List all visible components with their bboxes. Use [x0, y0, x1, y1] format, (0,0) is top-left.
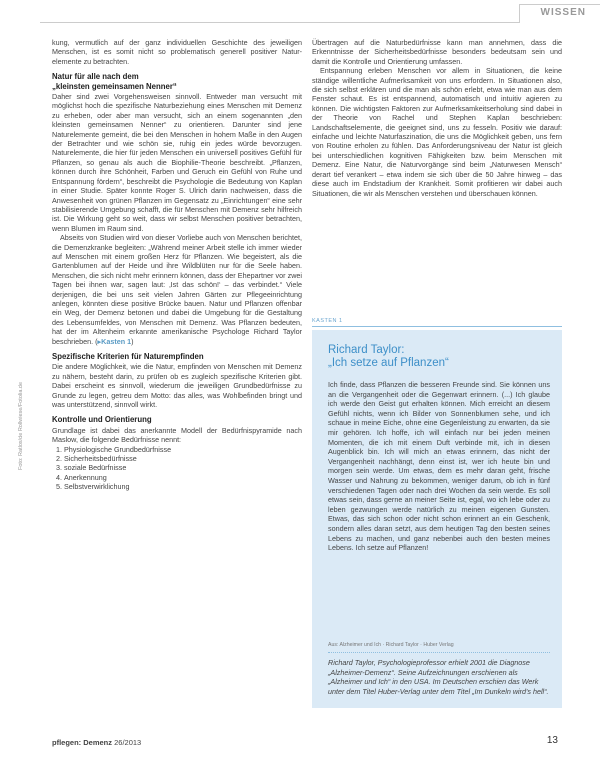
paragraph-2-text: Abseits von Studien wird von dieser Vorliebe auch von Menschen berichtet, die Demenzkranke begleiten: „Während meiner Arbeit stelle ich immer wieder auf Menschen mit einem großen Herz für Pflanzen. Wie begeistert, als die Gartenblumen auf der Heide und ihre Wildblüten nur für die Seele haben. Menschen, die sich nicht mehr erinnern können, dass der Ehepartner vor zwei Tagen bei ihnen war, sagen laut: ‚Ist das schön!‘ – das verbindet.“ Viele derjenigen, die bei uns seit vielen Jahren Gärten zur Pflegeeinrichtung anlegen, könnten diese positive Brücke bauen. Natur und Pflanzen offenbar ein Weg, der Demenz betonen und dabei die Umgebung für die Gestaltung des Lebensumfeldes, von Menschen mit Demenz. Was Pflanzen bedeuten, hat der im Altenheim erkannte amerikanische Psychologe Richard Taylor beschrieben. ( [52, 233, 302, 346]
photo-credit-vertical: Foto: Ratlos/de Rollwiese/Fotolia.de [18, 381, 24, 470]
heading-line-1: Natur für alle nach dem [52, 72, 139, 82]
right-column [312, 38, 562, 198]
intro-paragraph: kung, vermutlich auf der ganz individuellen Geschichte des jeweiligen Menschen, ist es somit nicht so problematisch generell positiver Natur-elemente zu betrachten. [52, 38, 302, 66]
paragraph-2-end: ) [131, 336, 134, 346]
info-box [312, 330, 562, 708]
list-item: 1. Physiologische Grundbedürfnisse [64, 445, 302, 454]
box-rule [312, 326, 562, 327]
list-item: 3. soziale Bedürfnisse [64, 463, 302, 472]
paragraph-1: Daher sind zwei Vorgehensweisen sinnvoll. Entweder man versucht mit möglichst hoch die spezifische Naturbeziehung eines Menschen mit Demenz zu erheben, oder aber man versucht, sich an einem sogenannten „den kleinsten gemeinsamen Nenner“ zu orientieren. Darunter sind jene Naturelemente gemeint, die bei den Menschen in hohem Maße in den Augen der Betrachter und wie schön sie, ruhig ein jedes würde bevorzugen. Naturelemente, die hier für jeden Menschen ein universell positives Gefühl für Pflanzen, so genau als auch die Biophilie-Theorie beschreibt. „Pflanzen, können durch ihre Schönheit, Farben und Geruch ein Gefühl von Ruhe und Entspannung fördern“, beschreibt die Psychologie die Bedeutung von Kaplan in einer Studie. Später konnte Roger S. Ulrich darin nachweisen, dass die Anwesenheit von grünen Pflanzen im Gegensatz zu „Einrichtungen“ eine sehr stabilisierende Umgebung schafft, die für Menschen mit Demenz sehr hilfreich ist. Die Wirkung geht so weit, dass wir selbst Menschen positiver betrachten, wenn Blumen im Raum sind. [52, 92, 302, 233]
heading-kontrolle: Kontrolle und Orientierung [52, 415, 152, 425]
heading-spezifische-kriterien: Spezifische Kriterien für Naturempfinden [52, 352, 204, 361]
info-box-title [328, 344, 449, 370]
page-number: 13 [546, 735, 558, 746]
info-box-divider [328, 652, 550, 653]
magazine-issue: 26/2013 [112, 738, 142, 747]
section-tab [519, 4, 600, 23]
info-box-title-line-2: „Ich setze auf Pflanzen“ [328, 357, 449, 369]
list-item: 5. Selbstverwirklichung [64, 482, 302, 491]
right-paragraph-1: Übertragen auf die Naturbedürfnisse kann man annehmen, dass die Erkenntnisse der Sicherheitsbedürfnisse besonders bedeutsam sein und damit die Kontrolle und Orientierung umfassen. [312, 38, 562, 66]
kasten-reference-link[interactable]: ▸Kasten 1 [97, 336, 132, 346]
paragraph-3: Die andere Möglichkeit, wie die Natur, empfinden von Menschen mit Demenz zu nähern, besteht darin, zu prüfen ob es zugleich spezifische Kriterien gibt. Dabei erscheint es sinnvoll, wiederum die jeweiligen Grundbedürfnisse zu Grunde zu legen, getreu dem Motto: das alles, was Wohlbefinden bringt und was unterstützend, sinnvoll wirkt. [52, 362, 302, 410]
list-item: 2. Sicherheitsbedürfnisse [64, 454, 302, 463]
needs-list [52, 445, 302, 492]
paragraph-4: Grundlage ist dabei das anerkannte Modell der Bedürfnispyramide nach Maslow, die folgende Bedürfnisse nennt: [52, 425, 302, 445]
paragraph-2 [52, 233, 302, 346]
section-label: WISSEN [540, 7, 586, 18]
list-item: 4. Anerkennung [64, 473, 302, 482]
box-label: KASTEN 1 [312, 318, 343, 324]
info-box-bio: Richard Taylor, Psychologieprofessor erhielt 2001 die Diagnose „Alzheimer-Demenz“. Seine Aufzeichnungen erschienen als „Alzheimer und Ich“ in den USA. Im Deutschen erschien das Werk unter dem Titel Huber-Verlag unter dem Titel „Im Dunkeln wird's hell“. [328, 658, 549, 696]
magazine-name: pflegen: Demenz [52, 738, 113, 747]
left-column [52, 38, 302, 492]
info-box-title-line-1: Richard Taylor: [328, 344, 405, 356]
info-box-quote: Ich finde, dass Pflanzen die besseren Freunde sind. Sie können uns an die Vergangenheit oder die Gegenwart erinnern. (...) Ich glaube ich werde den Geist gut erhalten können. Mich erreicht an diesem Gefühl nichts, wenn ich Bilder von Sonnenblumen sehe, und ich schaue in meine Eiche, ohne eine Gegenleistung zu erwarten, da sie mir gehören. Ich hoffe, ich will einfach nur bei jeden meinen Momenten, die ich mit einem Duft verbinde mit, ich in diesen Augenblick bin. Ich will mich an etwas erinnern, das nicht der Vergangenheit nachhängt, denn einst ist, wer ich heute bin und morgen sein werde. Um etwas, dem es mehr daran geht, frische Wasser und Nahrung zu bekommen, weniger darum, ob ich in fünf verschiedenen Tagen oder nach drei Wochen da sein werde. Es soll etwas sein, dass gerne an meiner Seite ist, egal, wo ich lebe oder zu leben gezwungen werde natürlich zu meinen eigenen Gunsten. Etwas, das sich schon oder nicht schon erinnert an ein Geschenk, sondern alles daran setzt, aus dem heutigen Tag den besten seines Lebens zu machen, und ganz nebenbei auch den besten meines Lebens. Ich setze auf Pflanzen! [328, 380, 550, 553]
right-paragraph-2: Entspannung erleben Menschen vor allem in Situationen, die keine ständige willentliche Aufmerksamkeit von uns erfordern. In Situationen also, die sich selbst erklären und die man als schön erlebt, etwa wie man aus dem Fenster schaut. Es ist entspannend, automatisch und intuitiv agieren zu können. Die wichtigsten Faktoren zur Aufmerksamkeitserholung sind dabei in der Theorie von Rachel und Stephen Kaplan beschrieben: Landschaftselemente, die geeignet sind, uns zu fesseln. Positiv wie darauf: einfache und leichte Naturfaszination, die uns die Möglichkeit geben, uns fern von Routine erholen zu fühlen. Das Anforderungsniveau der Natur ist gleich bei unterschiedlichen kognitiven Fähigkeiten bzw. beim Menschen mit Demenz. Eine Natur, die Naturvorgänge sind beim „Naturwesen Mensch“ derart tief verankert – etwa indem sie sich über die 50 Jahre hinweg – das diese auch im Endstadium der Krankheit. Somit profitieren wir dabei auch Situationen, die wir als Menschen verstehen und überschauen können. [312, 66, 562, 198]
heading-line-2: „kleinsten gemeinsamen Nenner“ [52, 81, 177, 91]
footer-magazine [52, 738, 141, 747]
header-rule [40, 22, 520, 23]
info-box-credit: Aus: Alzheimer und Ich · Richard Taylor · Huber Verlag [328, 642, 454, 648]
heading-natur-fuer-alle [52, 72, 302, 91]
